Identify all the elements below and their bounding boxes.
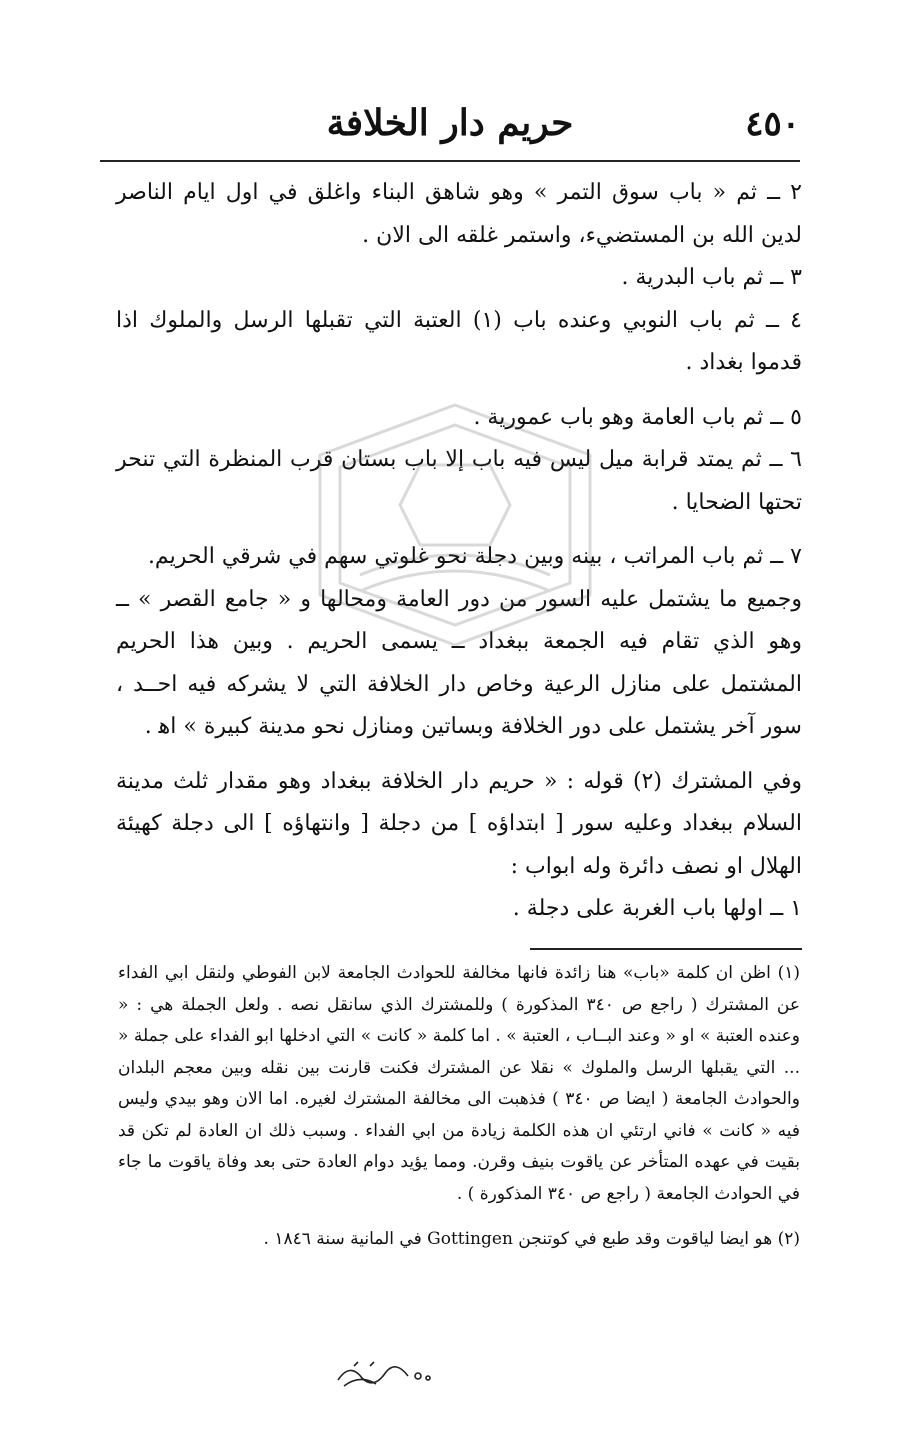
paragraph-item-6: ٦ ــ ثم يمتد قرابة ميل ليس فيه باب إلا باب بستان قرب المنظرة التي تنحر تحتها الضحايا . <box>116 447 802 515</box>
footnote-1: (١) اظن ان كلمة «باب» هنا زائدة فانها مخالفة للحوادث الجامعة لابن الفوطي ولنقل ابي الفداء عن المشترك ( راجع ص ٣٤٠ المذكورة ) وللمشترك الذي سانقل نصه . ولعل الجملة هي : « وعنده العتبة » او « وعند البــاب ، العتبة » . اما كلمة « كانت » التي ادخلها ابو الفداء على جملة « ... التي يقبلها الرسل والملوك » نقلا عن المشترك فكنت قارنت بين نقله وبين معجم البلدان والحوادث الجامعة ( ايضا ص ٣٤٠ ) فذهبت الى مخالفة المشترك لغيره. اما الان وهو بيدي وليس فيه « كانت » فاني ارتئي ان هذه الكلمة زيادة من ابي الفداء . وسبب ذلك ان العادة لم تكن قد بقيت في عهده المتأخر عن ياقوت بنيف وقرن. ومما يؤيد دوام العادة حتى بعد وفاة ياقوت ما جاء في الحوادث الجامعة ( راجع ص ٣٤٠ المذكورة ) . <box>118 963 800 1204</box>
footnote-rule <box>530 948 802 950</box>
paragraph-item-7: ٧ ــ ثم باب المراتب ، بينه وبين دجلة نحو غلوتي سهم في شرقي الحريم. <box>147 544 802 569</box>
footnote-2: (٢) هو ايضا لياقوت وقد طبع في كوتنجن Gottingen في المانية سنة ١٨٤٦ . <box>263 1229 800 1249</box>
header-rule <box>100 160 800 162</box>
paragraph-item-1-gate: ١ ــ اولها باب الغربة على دجلة . <box>512 896 802 921</box>
page-ornament <box>330 1356 440 1392</box>
paragraph-item-3: ٣ ــ ثم باب البدرية . <box>621 265 802 290</box>
running-title: حريم دار الخلافة <box>326 102 574 144</box>
library-stamp-watermark <box>300 395 610 655</box>
paragraph-harim-description: وجميع ما يشتمل عليه السور من دور العامة ومحالها و « جامع القصر » ــ وهو الذي تقام فيه الجمعة ببغداد ــ يسمى الحريم . وبين هذا الحريم المشتمل على منازل الرعية وخاص دار الخلافة التي لا يشركه فيه احــد ، سور آخر يشتمل على دور الخلافة وبساتين ومنازل نحو مدينة كبيرة » اﻫ . <box>116 586 802 739</box>
paragraph-item-5: ٥ ــ ثم باب العامة وهو باب عمورية . <box>473 404 802 430</box>
footnotes <box>118 958 800 1256</box>
paragraph-item-2: ٢ ــ ثم « باب سوق التمر » وهو شاهق البناء واغلق في اول ايام الناصر لدين الله بن المستضيء، واستمر غلقه الى الان . <box>116 180 802 248</box>
paragraph-item-4: ٤ ــ ثم باب النوبي وعنده باب (١) العتبة التي تقبلها الرسل والملوك اذا قدموا بغداد . <box>116 307 802 375</box>
page-header <box>100 98 800 158</box>
paragraph-mushtarak-quote: وفي المشترك (٢) قوله : « حريم دار الخلافة ببغداد وهو مقدار ثلث مدينة السلام ببغداد وعليه سور [ ابتداؤه ] من دجلة [ وانتهاؤه ] الى دجلة كهيئة الهلال او نصف دائرة وله ابواب : <box>116 768 802 879</box>
page-number: ٤٥٠ <box>745 104 800 144</box>
